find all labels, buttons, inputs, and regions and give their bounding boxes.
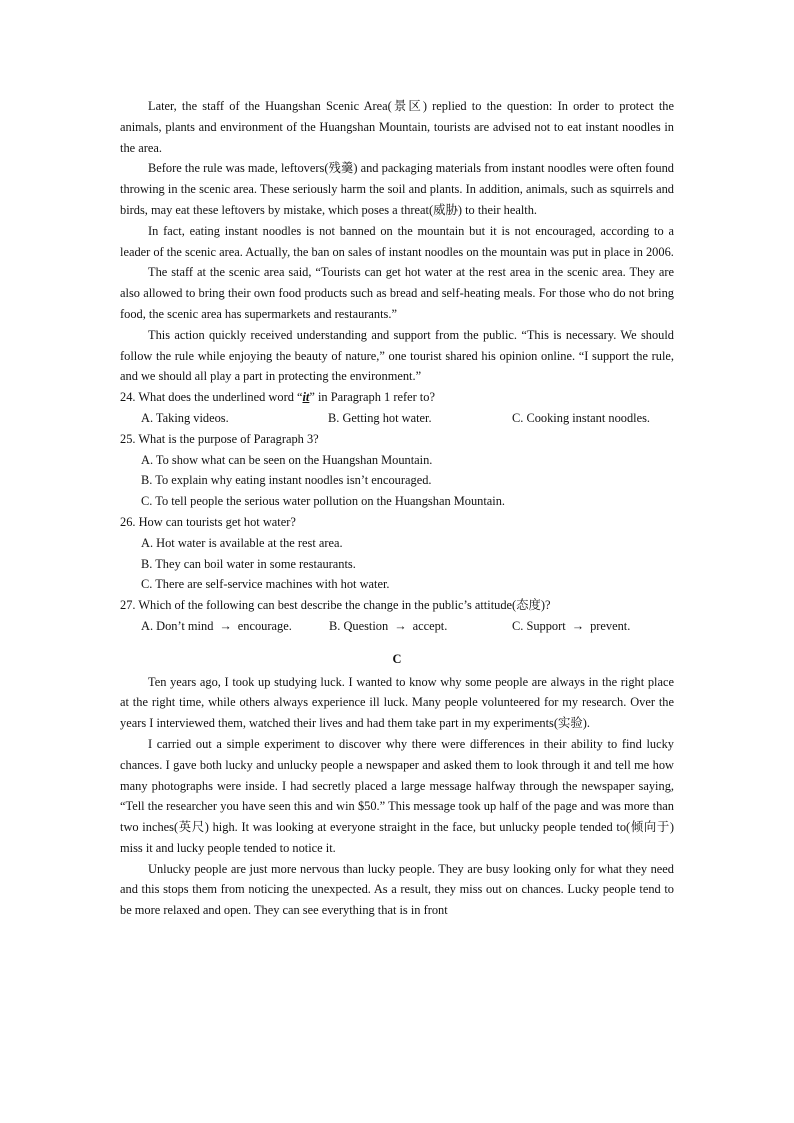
passage-b-paragraph-1: Later, the staff of the Huangshan Scenic Area(景区) replied to the question: In order to protect the animals, plants and environment of the Huangshan Mountain, tourists are advised not to eat instant noodles in the area. [120, 99, 674, 155]
question-27-options [120, 616, 674, 637]
question-24-option-a: A. Taking videos. [141, 410, 229, 425]
question-24-option-c: C. Cooking instant noodles. [512, 410, 651, 425]
passage-c-paragraph-2: I carried out a simple experiment to discover why there were differences in their ability to find lucky chances. I gave both lucky and unlucky people a newspaper and asked them to look through it and tell me how many photographs were inside. I had secretly placed a large message halfway through the newspaper saying, “Tell the researcher you have seen this and win $50.” This message took up half of the page and was more than two inches(英尺) high. It was looking at everyone straight in the face, but unlucky people tended to(倾向于) miss it and lucky people tended to notice it. [120, 736, 674, 855]
question-27-option-b-to: accept. [412, 618, 448, 633]
question-24-stem-before: 24. What does the underlined word “ [120, 390, 303, 405]
question-25-option-a: A. To show what can be seen on the Huangshan Mountain. [141, 452, 433, 467]
question-24-options [120, 408, 674, 429]
passage-b-paragraph-5: This action quickly received understanding and support from the public. “This is necessary. We should follow the rule while enjoying the beauty of nature,” one tourist shared his opinion online. “I support the rule, and we should all play a part in protecting the environment.” [120, 327, 674, 384]
question-27-option-a-to: encourage. [237, 618, 292, 633]
question-25-option-c: C. To tell people the serious water pollution on the Huangshan Mountain. [141, 494, 506, 509]
question-26-option-c: C. There are self-service machines with hot water. [141, 577, 390, 592]
passage-b-paragraph-3: In fact, eating instant noodles is not banned on the mountain but it is not encouraged, according to a leader of the scenic area. Actually, the ban on sales of instant noodles on the mountain was put in place in 2006. [120, 223, 674, 259]
passage-b-paragraph-2: Before the rule was made, leftovers(残羹) and packaging materials from instant noodles were often found throwing in the scenic area. These seriously harm the soil and plants. In addition, animals, such as squirrels and birds, may eat these leftovers by mistake, which poses a threat(威胁) to their health. [120, 161, 674, 217]
question-24-option-b: B. Getting hot water. [328, 410, 432, 425]
question-27-option-c-from: C. Support [512, 618, 566, 633]
question-27-option-a [141, 616, 329, 637]
question-27-option-b [329, 616, 512, 637]
question-24-underlined-word: it [302, 390, 310, 405]
question-27-option-c [512, 616, 630, 637]
question-26-option-a: A. Hot water is available at the rest area. [141, 535, 343, 550]
question-24-stem-after: ” in Paragraph 1 refer to? [309, 390, 435, 405]
question-27-option-a-from: A. Don’t mind [141, 618, 214, 633]
arrow-icon: → [394, 618, 407, 633]
page-content [120, 96, 674, 921]
arrow-icon: → [219, 618, 232, 633]
arrow-icon: → [571, 618, 585, 633]
question-25-option-b: B. To explain why eating instant noodles isn’t encouraged. [141, 473, 432, 488]
question-27-option-b-from: B. Question [329, 618, 389, 633]
question-27-stem: 27. Which of the following can best describe the change in the public’s attitude(态度)? [120, 598, 551, 613]
question-26-option-b: B. They can boil water in some restaurants. [141, 556, 356, 571]
passage-c-paragraph-1: Ten years ago, I took up studying luck. I wanted to know why some people are always in the right place at the right time, while others always experience ill luck. Many people volunteered for my research. Over the years I interviewed them, watched their lives and had them take part in my experiments(实验). [120, 674, 674, 731]
passage-c-heading: C [392, 651, 402, 666]
passage-b-paragraph-4: The staff at the scenic area said, “Tourists can get hot water at the rest area in the scenic area. They are also allowed to bring their own food products such as bread and self-heating meals. For those who do not bring food, the scenic area has supermarkets and restaurants.” [120, 265, 674, 321]
question-24-stem [120, 387, 674, 408]
passage-c-paragraph-3: Unlucky people are just more nervous than lucky people. They are busy looking only for what they need and this stops them from noticing the unexpected. As a result, they miss out on chances. Lucky people tend to be more relaxed and open. They can see everything that is in front [120, 861, 674, 918]
question-27-option-c-to: prevent. [590, 618, 631, 633]
question-26-stem: 26. How can tourists get hot water? [120, 514, 296, 529]
question-25-stem: 25. What is the purpose of Paragraph 3? [120, 431, 319, 446]
